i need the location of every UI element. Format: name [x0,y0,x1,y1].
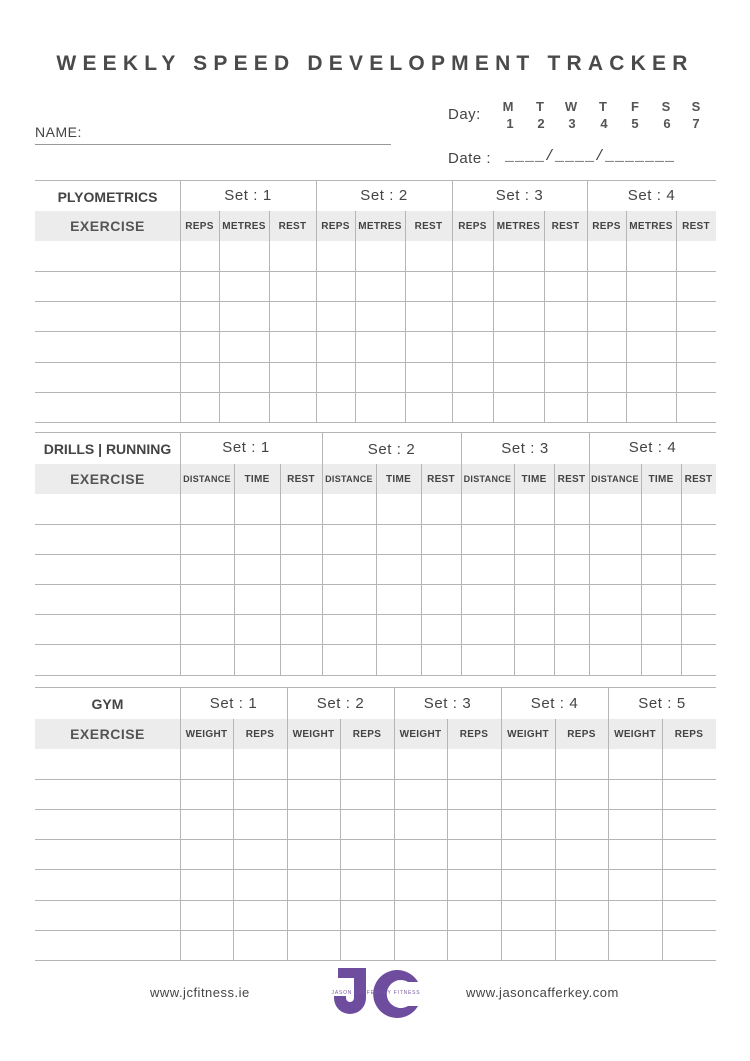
column-line [355,211,356,422]
footer-website-right[interactable]: www.jasoncafferkey.com [466,985,619,1000]
column-header-metres: METRES [496,221,541,232]
section-title: GYM [91,696,124,712]
set-label: Set : 3 [423,695,472,712]
row-line [35,809,716,810]
section-title: DRILLS | RUNNING [43,441,172,457]
table-border-top [35,432,716,433]
column-line [376,464,377,675]
section-title: PLYOMETRICS [57,189,158,205]
set-label: Set : 1 [224,187,272,204]
row-line [35,839,716,840]
day-letter-wed: W [564,99,578,114]
column-line [676,211,677,422]
column-header-weight: WEIGHT [292,729,335,740]
column-line [421,464,422,675]
column-line [626,211,627,422]
column-header-weight: WEIGHT [399,729,442,740]
column-line [554,464,555,675]
column-line [452,180,453,422]
column-line [280,464,281,675]
set-label: Set : 4 [627,187,676,204]
column-line [662,719,663,960]
column-line [681,464,682,675]
column-header-distance: DISTANCE [463,474,512,484]
column-line [608,687,609,960]
table-border-top [35,687,716,688]
column-line [180,180,181,422]
column-header-time: TIME [385,474,412,485]
column-line [180,687,181,960]
set-label: Set : 3 [495,187,544,204]
exercise-label: EXERCISE [70,218,145,234]
day-number-6[interactable]: 6 [663,116,671,131]
column-line [447,719,448,960]
row-line [35,392,716,393]
column-header-time: TIME [648,474,674,485]
set-label: Set : 2 [316,695,365,712]
column-line [514,464,515,675]
set-label: Set : 1 [222,439,270,456]
column-header-time: TIME [244,474,270,485]
name-field[interactable] [35,144,391,145]
row-line [35,301,716,302]
day-label: Day: [448,106,481,123]
column-header-rest: REST [414,221,443,232]
column-header-distance: DISTANCE [591,474,639,484]
column-header-reps: REPS [458,221,487,232]
column-header-reps: REPS [185,221,214,232]
set-label: Set : 3 [501,440,549,457]
table-border-top [35,180,716,181]
column-line [461,432,462,675]
day-number-3[interactable]: 3 [568,116,576,131]
column-line [322,432,323,675]
row-line [35,869,716,870]
column-header-rest: REST [427,474,455,485]
column-header-reps: REPS [245,729,275,740]
row-line [35,362,716,363]
day-number-5[interactable]: 5 [631,116,639,131]
column-header-rest: REST [551,221,580,232]
day-letter-sun: S [691,99,701,114]
column-header-metres: METRES [358,221,402,232]
day-number-4[interactable]: 4 [600,116,608,131]
set-label: Set : 4 [530,695,579,712]
footer-website-left[interactable]: www.jcfitness.ie [150,985,250,1000]
row-line [35,779,716,780]
column-header-reps: REPS [321,221,350,232]
column-header-metres: METRES [222,221,266,232]
logo-text: JASON CAFFERKEY FITNESS [331,990,421,996]
set-label: Set : 4 [628,439,677,456]
column-line [501,687,502,960]
row-line [35,960,716,961]
row-line [35,900,716,901]
day-letter-thu: T [599,99,607,114]
date-label: Date : [448,150,492,167]
column-line [493,211,494,422]
column-header-weight: WEIGHT [614,729,656,740]
date-field[interactable]: ____/____/_______ [505,148,676,165]
day-number-7[interactable]: 7 [692,116,700,131]
set-label: Set : 5 [638,695,686,712]
row-line [35,271,716,272]
row-line [35,422,716,423]
column-header-rest: REST [682,221,710,232]
column-header-distance: DISTANCE [183,474,231,484]
name-label: NAME: [35,124,82,140]
brand-logo-icon [332,968,420,1020]
column-header-reps: REPS [352,729,382,740]
column-line [287,687,288,960]
column-line [587,180,588,422]
column-line [316,180,317,422]
column-header-reps: REPS [459,729,489,740]
column-line [555,719,556,960]
exercise-label: EXERCISE [70,726,145,742]
plyometrics-table [35,180,716,423]
day-letter-fri: F [631,99,639,114]
column-line [641,464,642,675]
column-header-rest: REST [557,474,586,485]
column-line [405,211,406,422]
column-line [340,719,341,960]
column-line [233,719,234,960]
column-line [269,211,270,422]
column-line [394,687,395,960]
row-line [35,930,716,931]
column-header-rest: REST [278,221,307,232]
column-header-time: TIME [521,474,547,485]
day-number-2[interactable]: 2 [537,116,545,131]
exercise-label: EXERCISE [70,471,145,487]
day-letter-tue: T [536,99,544,114]
column-header-reps: REPS [567,729,596,740]
column-header-weight: WEIGHT [185,729,228,740]
column-header-rest: REST [287,474,315,485]
column-line [589,432,590,675]
column-header-metres: METRES [629,221,673,232]
page-title: WEEKLY SPEED DEVELOPMENT TRACKER [56,52,694,75]
set-label: Set : 1 [209,695,258,712]
row-line [35,331,716,332]
day-letter-sat: S [661,99,671,114]
column-line [219,211,220,422]
column-header-weight: WEIGHT [507,729,549,740]
day-letter-mon: M [502,99,514,114]
row-line [35,675,716,676]
gym-table [35,687,716,962]
column-header-distance: DISTANCE [325,474,373,484]
column-line [180,432,181,675]
set-label: Set : 2 [360,187,408,204]
column-line [544,211,545,422]
day-number-1[interactable]: 1 [506,116,514,131]
column-header-reps: REPS [592,221,621,232]
drills-running-table [35,432,716,677]
column-line [234,464,235,675]
column-header-rest: REST [684,474,713,485]
column-header-reps: REPS [674,729,704,740]
set-label: Set : 2 [367,441,416,458]
